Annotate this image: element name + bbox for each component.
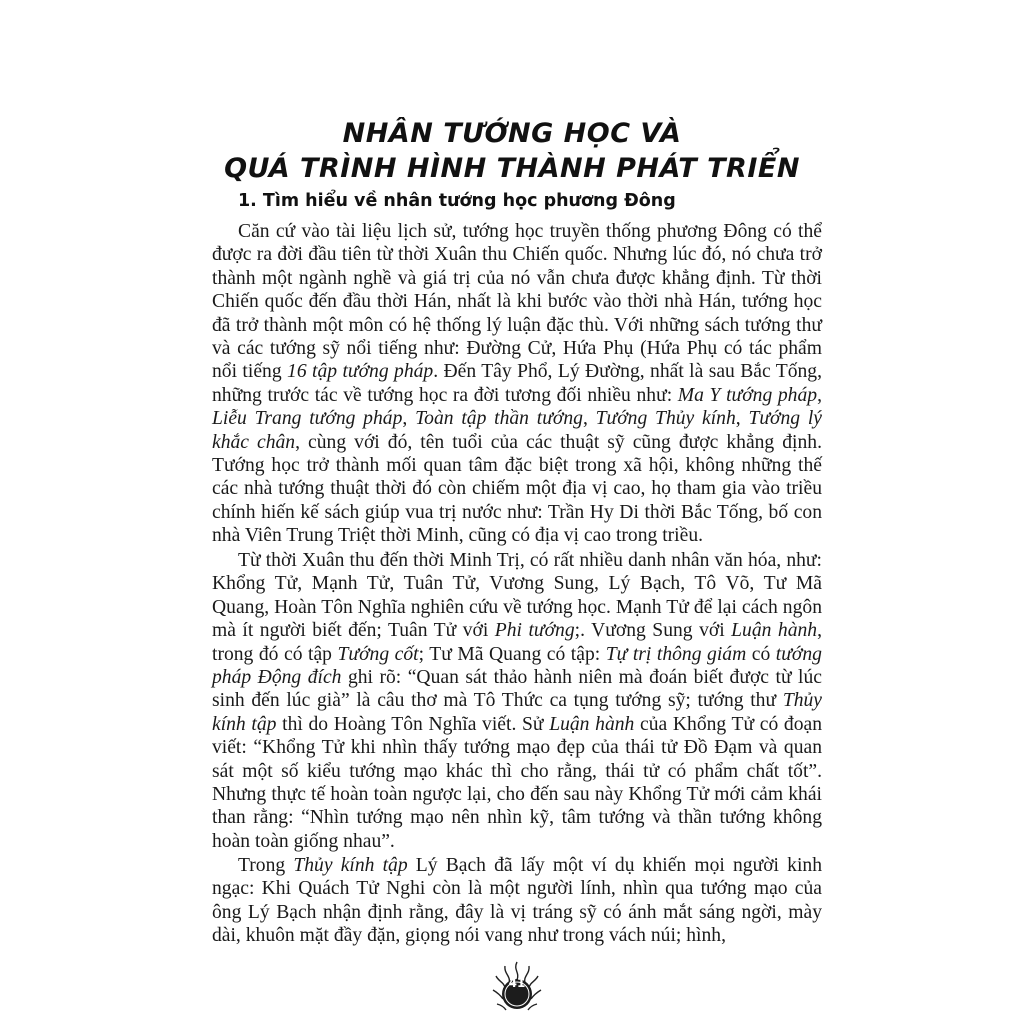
- text-run: Căn cứ vào tài liệu lịch sử, tướng học truyền thống phương Đông có thể được ra đời đầu tiên từ thời Xuân thu Chiến quốc. Nhưng lúc đó, nó chưa trở thành một ngành nghề và giá trị của nó vẫn chưa được khẳng định. Từ thời Chiến quốc đến đầu thời Hán, nhất là khi bước vào thời nhà Hán, tướng học đã trở thành một môn có hệ thống lý luận đặc thù. Với những sách tướng thư và các tướng sỹ nổi tiếng như: Đường Cử, Hứa Phụ (Hứa Phụ có tác phẩm nổi tiếng: [212, 221, 822, 383]
- italic-title: Liễu Trang tướng pháp: [212, 408, 403, 430]
- paragraph-1: [212, 220, 822, 548]
- text-run: , trong đó có tập: [212, 620, 823, 665]
- text-run: Lý Bạch đã lấy một ví dụ khiến mọi người kinh ngạc: Khi Quách Tử Nghi còn là một người lính, nhìn qua tướng mạo của ông Lý Bạch nhận định rằng, đây là vị tráng sỹ có ánh mắt sáng ngời, mày dài, khuôn mặt đầy đặn, giọng nói vang như trong vách núi; hình,: [212, 855, 822, 947]
- section-heading: 1. Tìm hiểu về nhân tướng học phương Đông: [238, 191, 676, 211]
- text-run: ,: [402, 408, 416, 430]
- italic-title: Tự trị thông giám: [605, 643, 747, 665]
- italic-title: Tướng Thủy kính: [595, 408, 736, 430]
- text-run: ;. Vương Sung với: [574, 620, 732, 642]
- italic-title: Luận hành: [731, 620, 818, 642]
- text-run: , cùng với đó, tên tuổi của các thuật sỹ cũng được khẳng định. Tướng học trở thành mối quan tâm đặc biệt trong xã hội, không những thế các nhà tướng thuật thời đó còn chiếm một địa vị cao, họ tham gia vào triều chính hiến kế sách giúp vua trị nước như: Trần Hy Di thời Bắc Tống, bố con nhà Viên Trung Triệt thời Minh, cũng có địa vị cao trong triều.: [212, 431, 822, 547]
- paragraph-2: [212, 549, 822, 853]
- italic-title: Ma Y tướng pháp: [677, 384, 818, 406]
- page-number-badge: [487, 958, 547, 1018]
- italic-title: Thủy kính tập: [293, 855, 408, 876]
- italic-title: 16 tập tướng pháp: [287, 361, 434, 383]
- paragraph-3: [212, 854, 822, 948]
- italic-title: Luận hành: [549, 713, 635, 735]
- chapter-title-line-2: QUÁ TRÌNH HÌNH THÀNH PHÁT TRIỂN: [224, 153, 800, 184]
- chapter-title-line-1: NHÂN TƯỚNG HỌC VÀ: [342, 118, 682, 149]
- text-run: Trong: [238, 855, 294, 876]
- italic-title: Toàn tập thần tướng: [415, 408, 583, 430]
- text-run: ghi rõ: “Quan sát thảo hành niên mà đoán biết được từ lúc sinh đến lúc già” là câu thơ mà Tô Thức ca tụng tướng sỹ; tướng thư: [212, 667, 822, 712]
- text-run: ,: [735, 408, 749, 430]
- italic-title: Phi tướng: [494, 620, 575, 642]
- text-run: ; Tư Mã Quang có tập:: [418, 643, 606, 665]
- text-run: ,: [817, 384, 822, 406]
- text-run: Từ thời Xuân thu đến thời Minh Trị, có rất nhiều danh nhân văn hóa, như: Khổng Tử, Mạnh Tử, Tuân Tử, Vương Sung, Lý Bạch, Tô Võ, Tư Mã Quang, Hoàn Tôn Nghĩa nghiên cứu về tướng học. Mạnh Tử để lại cách ngôn mà ít người biết đến; Tuân Tử với: [212, 550, 822, 642]
- text-run: . Đến Tây Phổ, Lý Đường, nhất là sau Bắc Tống, những trước tác về tướng học ra đời tương đối nhiều như:: [212, 361, 822, 406]
- page-number: 41: [508, 976, 526, 990]
- text-run: của Khổng Tử có đoạn viết: “Khổng Tử khi nhìn thấy tướng mạo đẹp của thái tử Đồ Đạm và quan sát một số kiểu tướng mạo khác thì cho rằng, thái tử có phẩm chất tốt”. Nhưng thực tế hoàn toàn ngược lại, cho đến sau này Khổng Tử mới cảm khái than rằng: “Nhìn tướng mạo nên nhìn kỹ, tâm tướng và thần tướng không hoàn toàn giống nhau”.: [212, 713, 823, 852]
- italic-title: tướng pháp Động đích: [212, 643, 822, 689]
- italic-title: Tướng lý khắc chân: [212, 408, 823, 453]
- italic-title: Thủy kính tập: [212, 690, 822, 735]
- text-run: có: [746, 643, 776, 665]
- italic-title: Tướng cốt: [337, 643, 419, 665]
- text-run: ,: [582, 408, 596, 430]
- text-run: thì do Hoàng Tôn Nghĩa viết. Sử: [276, 713, 550, 735]
